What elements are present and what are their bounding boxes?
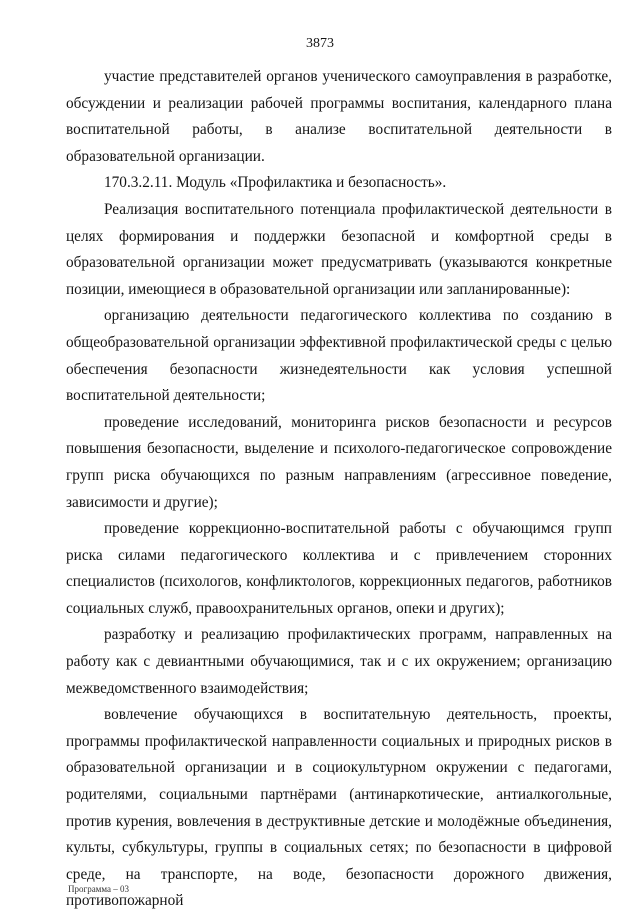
paragraph-continuation: участие представителей органов ученического самоуправления в разработке, обсуждении и реализации рабочей программы воспитания, календарного плана воспитательной работы, в анализе воспитательной деятельности в образовательной организации. [66,68,612,165]
section-heading: 170.3.2.11. Модуль «Профилактика и безопасность». [104,174,447,192]
list-item: проведение коррекционно-воспитательной работы с обучающимся групп риска силами педагогического коллектива и с привлечением сторонних специалистов (психологов, конфликтологов, коррекционных педагогов, работников социальных служб, правоохранительных органов, опеки и других); [66,520,612,617]
page-number: 3873 [306,36,334,51]
list-item: вовлечение обучающихся в воспитательную деятельность, проекты, программы профилактической направленности социальных и природных рисков в образовательной организации и в социокультурном окружении с педагогами, родителями, социальными партнёрами (антинаркотические, антиалкогольные, против курения, вовлечения в деструктивные детские и молодёжные объединения, культы, субкультуры, группы в социальных сетях; по безопасности в цифровой среде, на транспорте, на воде, безопасности дорожного движения, противопожарной [66,706,612,910]
list-item: организацию деятельности педагогического коллектива по созданию в общеобразовательной организации эффективной профилактической среды с целью обеспечения безопасности жизнедеятельности как условия успешной воспитательной деятельности; [66,307,612,405]
document-body [66,64,612,915]
list-item: разработку и реализацию профилактических программ, направленных на работу как с девиантными обучающимися, так и с их окружением; организацию межведомственного взаимодействия; [66,626,612,697]
paragraph-intro: Реализация воспитательного потенциала профилактической деятельности в целях формирования и поддержки безопасной и комфортной среды в образовательной организации может предусматривать (указываются конкретные позиции, имеющиеся в образовательной организации или запланированные): [66,200,612,298]
list-item: проведение исследований, мониторинга рисков безопасности и ресурсов повышения безопасности, выделение и психолого-педагогическое сопровождение групп риска обучающихся по разным направлениям (агрессивное поведение, зависимости и другие); [66,413,612,511]
footer-label: Программа – 03 [68,884,130,894]
